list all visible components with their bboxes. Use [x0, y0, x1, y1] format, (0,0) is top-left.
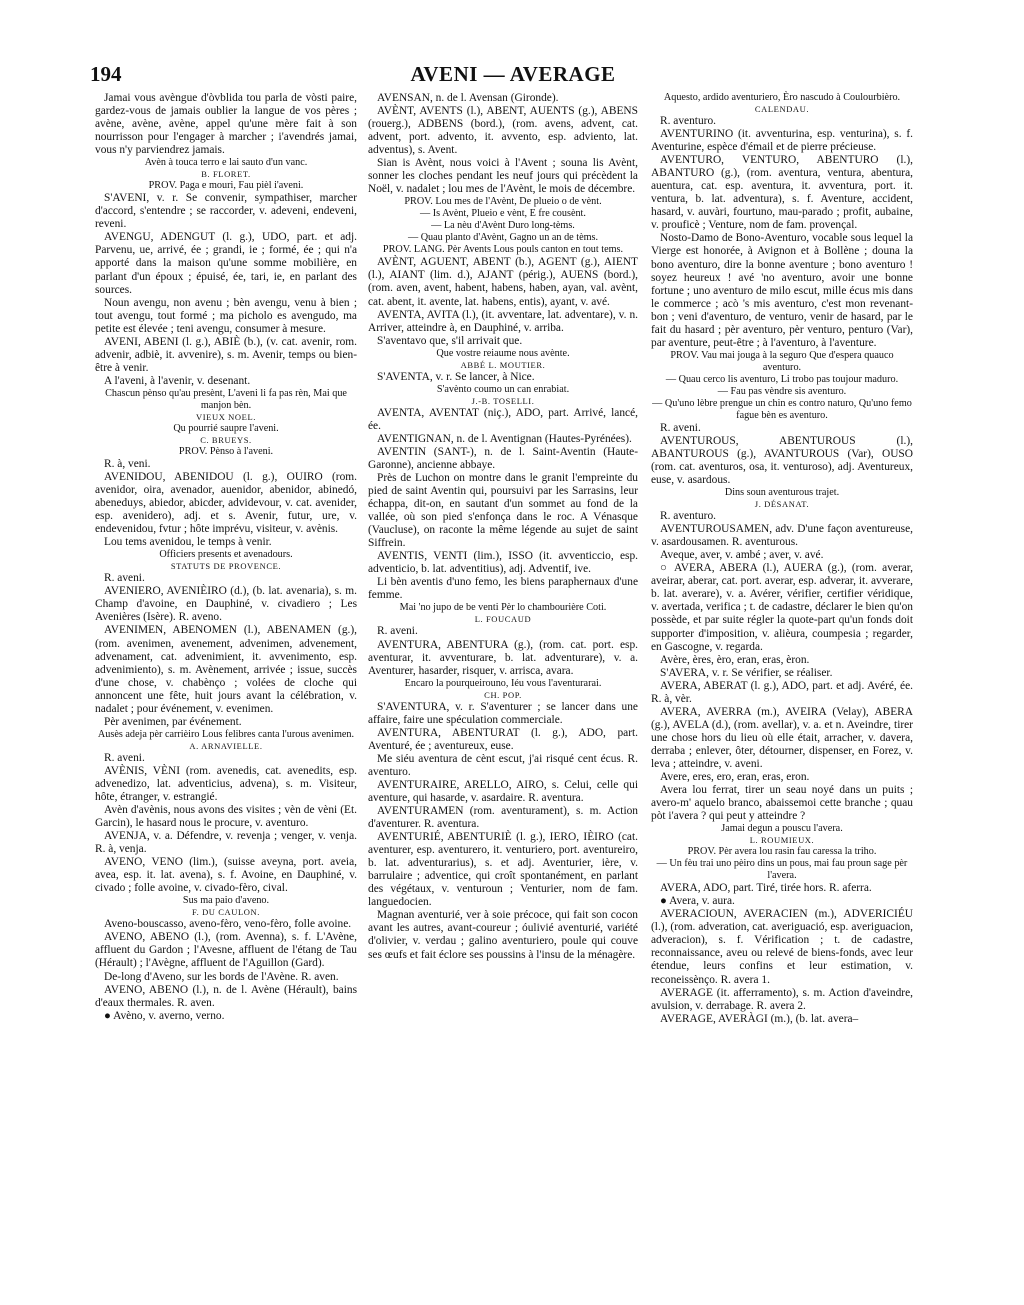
- dictionary-entry: AVERAGE (it. afferramento), s. m. Action d'aveindre, avulsion, v. derrabage. R. avera 2.: [651, 986, 913, 1012]
- dictionary-entry: S'AVENI, v. r. Se convenir, sympathiser, marcher d'accord, s'entendre ; se raccorder, v. adeveni, endeveni, reveni.: [95, 192, 357, 231]
- dictionary-entry: Magnan aventurié, ver à soie précoce, qui fait son cocon avant les autres, avant-coureur ; óulivié aventurié, variété d'olivier, v. verdau ; galino aventuriero, poule qui couve ses œufs et fait éclore ses poussins à l'insu de la ménagère.: [368, 909, 638, 961]
- dictionary-entry: S'AVENTURA, v. r. S'aventurer ; se lancer dans une affaire, faire une spéculation commerciale.: [368, 700, 638, 726]
- dictionary-entry: R. aventuro.: [660, 510, 716, 523]
- dictionary-entry: AVÈNIS, VÈNI (rom. avenedis, cat. avenedits, esp. advenedizo, lat. adventicius, advena), s. m. Visiteur, hôte, étranger, v. estrangié.: [95, 764, 357, 803]
- dictionary-entry: A l'aveni, à l'avenir, v. desenant.: [104, 374, 251, 387]
- dictionary-entry: Aveque, aver, v. ambé ; aver, v. avé.: [660, 549, 824, 562]
- citation-source: F. DU CAULON.: [191, 907, 261, 918]
- citation-source: CH. POP.: [484, 689, 522, 700]
- dictionary-entry: AVENI, ABENI (l. g.), ABIÈ (b.), (v. cat. avenir, rom. advenir, adbiè, it. avvenire), s. m. Avenir, temps ou bien-être à venir.: [95, 335, 357, 374]
- dictionary-entry: AVENTURO, VENTURO, ABENTURO (l.), ABANTURO (g.), (rom. aventura, ventura, abentura, auentura, cat. esp. aventura, it. avventura, port. it. ventura, b. lat. adventura), s. f. Aventure, accident, hasard, v. auvàri, fourtuno, mau-parado ; profit, aubaine, v. prouficè ; Venture, nom de fam. provençal.: [651, 154, 913, 232]
- dictionary-entry: AVÈNT, AGUENT, ABENT (b.), AGENT (g.), AIENT (l.), AIANT (lim. d.), AJANT (périg.), AUENS (bord.), (rom. aven, avent, habent, habens, haben, ayan, val. avènt, cat. abent, it. avente, lat. habens, entis), ayant, v. avé.: [368, 256, 638, 308]
- citation-source: J.-B. TOSELLI.: [471, 395, 535, 406]
- dictionary-entry: AVENTURIÉ, ABENTURIÈ (l. g.), IERO, IÈIRO (cat. aventurer, esp. aventurero, it. venturiero, port. aventureiro, b. lat. adventurarius), s. et adj. Aventurier, ière, v. barrulaire ; adventice, qui croît spontanément, en parlant des végétaux, v. venturoun ; Venturier, nom de fam. languedocien.: [368, 831, 638, 909]
- dictionary-entry: Avère, ères, èro, eran, eras, èron.: [660, 653, 810, 666]
- citation-source: J. DÉSANAT.: [754, 499, 810, 510]
- dictionary-entry: AVENTA, AVENTAT (niç.), ADO, part. Arrivé, lancé, ée.: [368, 406, 638, 432]
- dictionary-entry: AVERA, ADO, part. Tiré, tirée hors. R. aferra.: [660, 882, 872, 895]
- dictionary-entry: Sian is Avènt, nous voici à l'Avent ; souna lis Avènt, sonner les cloches pendant les neuf jours qui précèdent la Noël, v. nadalet ; lou mes de l'Avènt, le mois de décembre.: [368, 157, 638, 196]
- dictionary-entry: AVERA, AVERRA (m.), AVEIRA (Velay), ABERA (g.), AVELA (d.), (rom. avellar), v. a. et n. Aveindre, tirer une chose hors du lieu où elle était, arracher, v. davera, derraba ; enlever, ôter, détourner, dispenser, en Forez, v. leva ; atteindre, v. aveni.: [651, 705, 913, 770]
- citation-source: STATUTS DE PROVENCE.: [170, 561, 282, 572]
- quotation-line: Chascun pènso qu'au presènt, L'aveni li fa pas rèn, Mai que manjon bèn.: [105, 387, 347, 411]
- dictionary-entry: Aveno-bouscasso, aveno-fèro, veno-fèro, folle avoine.: [104, 918, 352, 931]
- dictionary-entry: R. aveni.: [377, 625, 418, 638]
- quotation-line: Ausès adeja pèr carrièiro Lous felibres canta l'urous avenimen.: [97, 728, 355, 740]
- dictionary-entry: Avèn d'avènis, nous avons des visites ; vèn de vèni (Et. Garcin), le hasard nous le procure, v. aventuro.: [95, 804, 357, 830]
- citation-source: B. FLORET.: [201, 169, 251, 180]
- quotation-line: S'avènto coumo un can enrabiat.: [436, 383, 570, 395]
- dictionary-entry: AVENTURAMEN (rom. aventurament), s. m. Action d'aventurer. R. aventura.: [368, 805, 638, 831]
- quotation-line: PROV. Lou mes de l'Avènt, De plueio o de vènt.: [404, 196, 602, 208]
- dictionary-entry: R. à, veni.: [104, 457, 151, 470]
- dictionary-entry: AVENTUROUSAMEN, adv. D'une façon aventureuse, v. asardousamen. R. aventurous.: [651, 523, 913, 549]
- dictionary-entry: AVENTA, AVITA (l.), (it. avventare, lat. adventare), v. n. Arriver, atteindre à, en Dauphiné, v. arriba.: [368, 308, 638, 334]
- column-right: [651, 92, 913, 1026]
- dictionary-entry: Lou tems avenidou, le temps à venir.: [104, 536, 272, 549]
- dictionary-entry: AVENTUROUS, ABENTUROUS (l.), ABANTUROUS (g.), AVANTUROUS (Var), OUSO (rom. cat. aventuros, osa, it. venturoso), adj. Aventureux, euse, v. asardous.: [651, 434, 913, 487]
- quotation-line: PROV. Vau mai jouga à la seguro Que d'espera quauco aventuro.: [670, 349, 894, 373]
- dictionary-entry: Avera lou ferrat, tirer un seau noyé dans un puits ; avero-m' aquelo branco, abaissemoi cette branche ; quau pòt i'avera ? qui peut y atteindre ?: [651, 784, 913, 823]
- dictionary-entry: AVÈNT, AVENTS (l.), ABENT, AUENTS (g.), ABENS (rouerg.), ADBENS (bord.), (rom. avens, advent, cat. advent, port. advento, it. avvento, esp. adviento, lat. adventus), s. Avent.: [368, 105, 638, 157]
- dictionary-entry: ● Avèno, v. averno, verno.: [104, 1009, 225, 1022]
- quotation-line: — La nèu d'Avènt Duro long-tèms.: [431, 220, 575, 232]
- dictionary-entry: R. aveni.: [660, 421, 701, 434]
- dictionary-entry: AVENIMEN, ABENOMEN (l.), ABENAMEN (g.), (rom. avenimen, avenement, advenimen, advenement, advenament, cat. advenimient, it. avvenimento, esp. advenimiento), s. m. Avènement, arrivée ; issue, succès d'une chose, v. chabènço ; volées de cloche qui annoncent une fête, huit jours avant la célébration, v. nadalet ; pour événement, v. evenimen.: [95, 624, 357, 715]
- quotation-line: — Un fèu trai uno pèiro dins un pous, mai fau proun sage pèr l'avera.: [656, 858, 908, 882]
- dictionary-entry: AVENGU, ADENGUT (l. g.), UDO, part. et adj. Parvenu, ue, arrivé, ée ; grandi, ie ; formé, ée ; qui n'a apporté dans la maison qu'une somme mobilière, en parlant d'un époux ; épuisé, ée, tari, ie, en parlant des sources.: [95, 231, 357, 296]
- dictionary-entry: AVENJA, v. a. Défendre, v. revenja ; venger, v. venja. R. à, venja.: [95, 830, 357, 856]
- dictionary-entry: Jamai vous avèngue d'òvblida tou parla de vòsti paire, gardez-vous de jamais oublier la langue de vos pères ; avène, avène, avène, appel qu'une mère fait à son nourrisson pour l'engager à marcher ; i'avendrés jamai, vous n'y parviendrez jamais.: [95, 92, 357, 157]
- citation-source: ABBÉ L. MOUTIER.: [460, 359, 546, 370]
- dictionary-entry: AVENIDOU, ABENIDOU (l. g.), OUIRO (rom. avenidor, oira, avenador, auenidor, abenidor, abinedó, abeneduys, abiedor, abicder, advidevour, v. cat. avenider, esp. avenidero), adj. et s. Avenir, futur, ure, v. endevenidou, fvtur ; hôte imprévu, visiteur, v. avènis.: [95, 470, 357, 536]
- dictionary-entry: AVENTURAIRE, ARELLO, AIRO, s. Celui, celle qui aventure, qui hasarde, v. asardaire. R. aventura.: [368, 778, 638, 804]
- dictionary-entry: Pèr avenimen, par événement.: [104, 715, 242, 728]
- quotation-line: — Quau cerco lis aventuro, Li trobo pas toujour maduro.: [665, 373, 899, 385]
- dictionary-entry: AVENO, ABENO (l.), (rom. Avenna), s. f. L'Avène, affluent du Gardon ; l'Avesne, affluent de l'étang de Tau (Hérault) ; l'Avègne, affluent de l'Aguillon (Gard).: [95, 931, 357, 970]
- quotation-line: Officiers presents et avenadours.: [159, 549, 293, 561]
- quotation-line: — Qu'uno lèbre prengue un chin es contro naturo, Qu'uno femo fague bèn es aventuro.: [652, 397, 912, 421]
- quotation-line: — Fau pas vèndre sis aventuro.: [717, 385, 847, 397]
- quotation-line: Dins soun aventurous trajet.: [724, 487, 840, 499]
- quotation-line: PROV. Paga e mouri, Fau pièl i'aveni.: [148, 180, 304, 192]
- dictionary-entry: AVENSAN, n. de l. Avensan (Gironde).: [377, 92, 559, 104]
- quotation-line: Aquesto, ardido aventuriero, Èro nascudo à Coulourbièro.: [663, 92, 901, 103]
- running-title: AVENI — AVERAGE: [410, 62, 616, 86]
- quotation-line: — Quau planto d'Avènt, Gagno un an de tèms.: [407, 232, 599, 244]
- quotation-line: Mai 'no jupo de be venti Pèr lo chambourière Coti.: [399, 602, 607, 614]
- dictionary-entry: R. aventuro.: [660, 115, 716, 127]
- dictionary-entry: R. aveni.: [104, 751, 145, 764]
- quotation-line: PROV. Pèr avera lou rasin fau caressa la triho.: [687, 846, 877, 858]
- dictionary-entry: ● Avera, v. aura.: [660, 895, 735, 908]
- dictionary-entry: AVENTIN (SANT-), n. de l. Saint-Aventin (Haute-Garonne), ancienne abbaye.: [368, 445, 638, 471]
- quotation-line: Jamai degun a pouscu l'avera.: [721, 823, 843, 835]
- quotation-line: Qu pourrié saupre l'aveni.: [173, 422, 279, 434]
- citation-source: C. BRUEYS.: [200, 434, 252, 445]
- dictionary-entry: ○ AVERA, ABERA (l.), AUERA (g.), (rom. averar, aveirar, aberar, cat. port. averar, esp. adverar, it. avverare, b. lat. averare), v. a. Avérer, vérifier, certifier véridique, v. avertada, verifica ; t. de cadastre, déclarer le bien qu'on possède, et par suite régler la quote-part qu'un fonds doit supporter d'imposition, v. alièura, coumpesia ; regarder, en Gascogne, v. regarda.: [651, 562, 913, 653]
- quotation-line: PROV. Pènso à l'aveni.: [178, 445, 274, 457]
- page-header: [90, 62, 936, 88]
- dictionary-entry: S'AVERA, v. r. Se vérifier, se réaliser.: [660, 666, 833, 679]
- dictionary-entry: S'AVENTA, v. r. Se lancer, à Nice.: [377, 370, 535, 383]
- citation-source: VIEUX NOEL.: [196, 411, 256, 422]
- column-left: [95, 92, 357, 1023]
- dictionary-entry: AVERAGE, AVERÀGI (m.), (b. lat. avera–: [660, 1012, 859, 1025]
- dictionary-entry: AVENTURINO (it. avventurina, esp. venturina), s. f. Aventurine, espèce d'émail et de pierre précieuse.: [651, 128, 913, 154]
- quotation-line: — Is Avènt, Plueio e vènt, E fre cousènt.: [420, 208, 586, 220]
- dictionary-entry: De-long d'Aveno, sur les bords de l'Avène. R. aven.: [104, 970, 339, 983]
- citation-source: CALENDAU.: [754, 104, 810, 114]
- dictionary-entry: S'aventavo que, s'il arrivait que.: [377, 334, 523, 347]
- dictionary-entry: AVENO, VENO (lim.), (suisse aveyna, port. aveia, avea, esp. it. lat. avena), s. f. Avoine, en Dauphiné, v. civado ; folle avoine, v. civado-fèro, cival.: [95, 856, 357, 895]
- dictionary-entry: AVENTIS, VENTI (lim.), ISSO (it. avventiccio, esp. adventicio, b. lat. adventitius), adj. Adventif, ive.: [368, 550, 638, 576]
- quotation-line: PROV. LANG. Pèr Avents Lous pouls canton en tout tems.: [382, 244, 624, 256]
- dictionary-entry: Me siéu aventura de cènt escut, j'ai risqué cent écus. R. aventuro.: [368, 752, 638, 778]
- quotation-line: Que vostre reiaume nous avènte.: [436, 347, 570, 359]
- dictionary-entry: AVERA, ABERAT (l. g.), ADO, part. et adj. Avéré, ée. R. à, vèr.: [651, 679, 913, 705]
- page-number: 194: [90, 62, 122, 86]
- dictionary-entry: AVENIERO, AVENIÈIRO (d.), (b. lat. avenaria), s. m. Champ d'avoine, en Dauphiné, v. civadiero ; Les Avenières (Isère). R. aveno.: [95, 585, 357, 624]
- citation-source: L. FOUCAUD: [474, 614, 532, 625]
- dictionary-entry: Avere, eres, ero, eran, eras, eron.: [660, 771, 810, 784]
- dictionary-entry: AVERACIOUN, AVERACIEN (m.), ADVERICIÉU (l.), (rom. adveration, cat. averiguació, esp. averiguacion, adveracion), s. f. Vérification ; t. de cadastre, reconnaissance, aveu ou relevé de biens-fonds, avec leur étendue, leurs confins et leur estimation, v. reconeissènço. R. avera 1.: [651, 908, 913, 986]
- dictionary-entry: AVENO, ABENO (l.), n. de l. Avène (Hérault), bains d'eaux thermales. R. aven.: [95, 983, 357, 1009]
- column-middle: [368, 92, 638, 962]
- quotation-line: Avèn à touca terro e lai sauto d'un vanc.: [144, 157, 308, 169]
- dictionary-entry: Li bèn aventis d'uno femo, les biens paraphernaux d'une femme.: [368, 576, 638, 602]
- dictionary-entry: AVENTURA, ABENTURA (g.), (rom. cat. port. esp. aventurar, it. avventurare, b. lat. adventurare), v. a. Aventurer, hasarder, risquer, v. arrisca, avara.: [368, 638, 638, 677]
- quotation-line: Encaro la pourqueirouno, Iéu vous l'aventurarai.: [404, 677, 602, 689]
- dictionary-entry: R. aveni.: [104, 572, 145, 585]
- dictionary-entry: Près de Luchon on montre dans le granit l'empreinte du pied de saint Aventin qui, poursuivi par les Sarrasins, leur échappa, dit-on, en sautant d'un sommet au fond de la vallée, où son pied s'enfonça dans le roc. A Vénasque (Vaucluse), on raconte la même légende au sujet de saint Siffrein.: [368, 471, 638, 550]
- dictionary-entry: Noun avengu, non avenu ; bèn avengu, venu à bien ; tout avengu, tout formé ; ma picholo es avengudo, ma petite est élevée ; teni avengu, consumer à mesure.: [95, 296, 357, 335]
- dictionary-entry: Nosto-Damo de Bono-Aventuro, vocable sous lequel la Vierge est honorée, à Avignon et à Bollène ; douna la bono aventuro, dire la bonne aventure ; bono aventuro ! soyez heureux ! avé 'no aventuro, avoir une bonne fortune ; uno aventuro de milo escut, mille écus mis dans le commerce ; acò 's mis aventuro, c'est mon revenant-bon ; veni d'aventuro, de venturo, venir de hasard, par le fait du hasard ; pèr aventuro, pèr venturo, penturo (Var), par aventure, peut-être ; à l'aventuro, à l'aventure.: [651, 232, 913, 349]
- citation-source: L. ROUMIEUX.: [749, 835, 815, 846]
- citation-source: A. ARNAVIELLE.: [189, 740, 263, 751]
- dictionary-entry: AVENTURA, ABENTURAT (l. g.), ADO, part. Aventuré, ée ; aventureux, euse.: [368, 726, 638, 752]
- dictionary-entry: AVENTIGNAN, n. de l. Aventignan (Hautes-Pyrénées).: [377, 432, 632, 445]
- quotation-line: Sus ma paio d'aveno.: [182, 895, 270, 907]
